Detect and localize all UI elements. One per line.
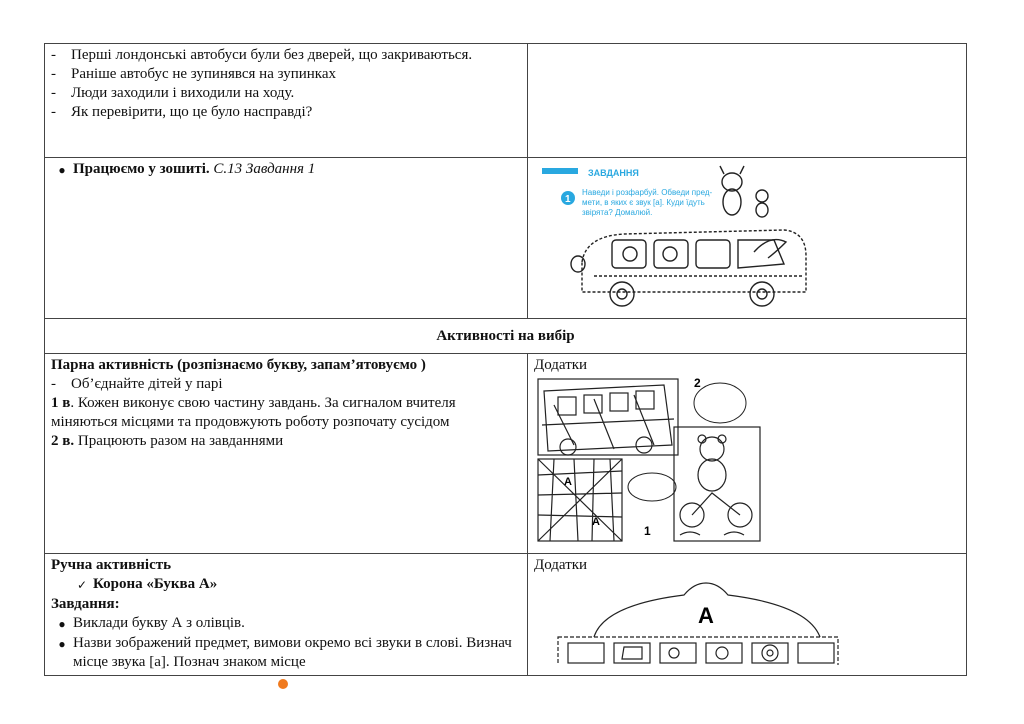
addons-label: Додатки xyxy=(534,557,588,573)
pair-activity-heading: Парна активність (розпізнаємо букву, запам’ятовуємо ) xyxy=(51,357,426,373)
manual-activity-cell xyxy=(45,554,528,676)
row-manual-activity xyxy=(45,554,967,676)
list-item xyxy=(51,160,521,180)
dash-marker: - xyxy=(51,376,56,392)
orange-dot-marker xyxy=(278,679,288,689)
variant-2-label: 2 в. xyxy=(51,433,75,449)
list-item xyxy=(51,575,521,595)
bus-sketch xyxy=(571,230,806,306)
row-activities-title xyxy=(45,319,967,354)
bus-exercise-image xyxy=(534,160,954,310)
row-workbook xyxy=(45,158,967,319)
pair-activity-cell xyxy=(45,354,528,554)
exercise-text-line: мети, в яких є звук [а]. Куди їдуть xyxy=(582,198,705,207)
list-item xyxy=(51,84,521,103)
list-item-text: Як перевірити, що це було насправді? xyxy=(71,104,313,120)
bullet-icon: ● xyxy=(58,637,66,651)
manual-activity-image-cell xyxy=(528,554,967,676)
header-bar xyxy=(542,168,578,174)
list-item xyxy=(51,65,521,84)
row-history xyxy=(45,44,967,158)
task-text: Назви зображений предмет, вимови окремо всі звуки в слові. Визнач місце звука [а]. Познач знаком місце xyxy=(73,635,512,670)
workbook-bold: Працюємо у зошиті. xyxy=(73,161,210,177)
variant-1-text: . Кожен виконує свою частину завдань. За сигналом вчителя міняються місцями та продовжують роботу розпочату сусідом xyxy=(51,395,456,430)
animals-sketch xyxy=(720,166,768,217)
workbook-ref: С.13 Завдання 1 xyxy=(209,161,316,177)
empty-cell xyxy=(528,44,967,158)
crown-template-image xyxy=(534,575,934,665)
worksheet-number-1: 1 xyxy=(644,524,651,538)
variant-2-text: Працюють разом на завданнями xyxy=(74,433,284,449)
activities-title: Активності на вибір xyxy=(45,319,967,354)
dash-marker: - xyxy=(51,85,56,101)
speech-bubble-sketch xyxy=(628,383,746,501)
dash-marker: - xyxy=(51,104,56,120)
list-item-text: Об’єднайте дітей у парі xyxy=(71,376,223,392)
workbook-image-cell xyxy=(528,158,967,319)
manual-activity-heading: Ручна активність xyxy=(51,557,172,573)
bus-puzzle-sketch xyxy=(538,379,678,455)
mosaic-letter: А xyxy=(564,476,572,488)
dash-marker: - xyxy=(51,47,56,63)
dash-marker: - xyxy=(51,66,56,82)
list-item xyxy=(51,103,521,122)
workbook-cell xyxy=(45,158,528,319)
list-item-text: Раніше автобус не зупинявся на зупинках xyxy=(71,66,337,82)
list-item xyxy=(51,375,521,394)
addons-label: Додатки xyxy=(534,357,588,373)
list-item xyxy=(51,614,521,634)
variant-1-label: 1 в xyxy=(51,395,71,411)
crown-letter: А xyxy=(698,603,714,628)
list-item xyxy=(51,634,521,672)
bear-bicycle-sketch xyxy=(674,427,760,541)
bullet-icon: ● xyxy=(58,163,66,177)
task-label: Завдання: xyxy=(51,596,120,612)
crown-item: Корона «Буква А» xyxy=(93,576,218,592)
worksheet-number-2: 2 xyxy=(694,376,701,390)
mosaic-letter: А xyxy=(592,516,600,528)
exercise-text-line: звірята? Домалюй. xyxy=(582,208,653,217)
exercise-text-line: Наведи і розфарбуй. Обведи пред- xyxy=(582,188,713,197)
history-cell xyxy=(45,44,528,158)
worksheets-image xyxy=(534,375,934,545)
row-pair-activity xyxy=(45,354,967,554)
pair-activity-image-cell xyxy=(528,354,967,554)
bullet-icon: ● xyxy=(58,617,66,631)
list-item-text: Перші лондонські автобуси були без дверей, що закриваються. xyxy=(71,47,473,63)
exercise-number: 1 xyxy=(565,194,571,205)
variant-2 xyxy=(51,432,521,451)
variant-1 xyxy=(51,394,521,432)
list-item xyxy=(51,46,521,65)
exercise-header: ЗАВДАННЯ xyxy=(588,168,639,178)
lesson-table xyxy=(44,43,967,676)
letter-mosaic-sketch xyxy=(538,459,622,541)
list-item-text: Люди заходили і виходили на ходу. xyxy=(71,85,295,101)
checkmark-icon: ✓ xyxy=(76,578,88,592)
task-text: Виклади букву А з олівців. xyxy=(73,615,245,631)
